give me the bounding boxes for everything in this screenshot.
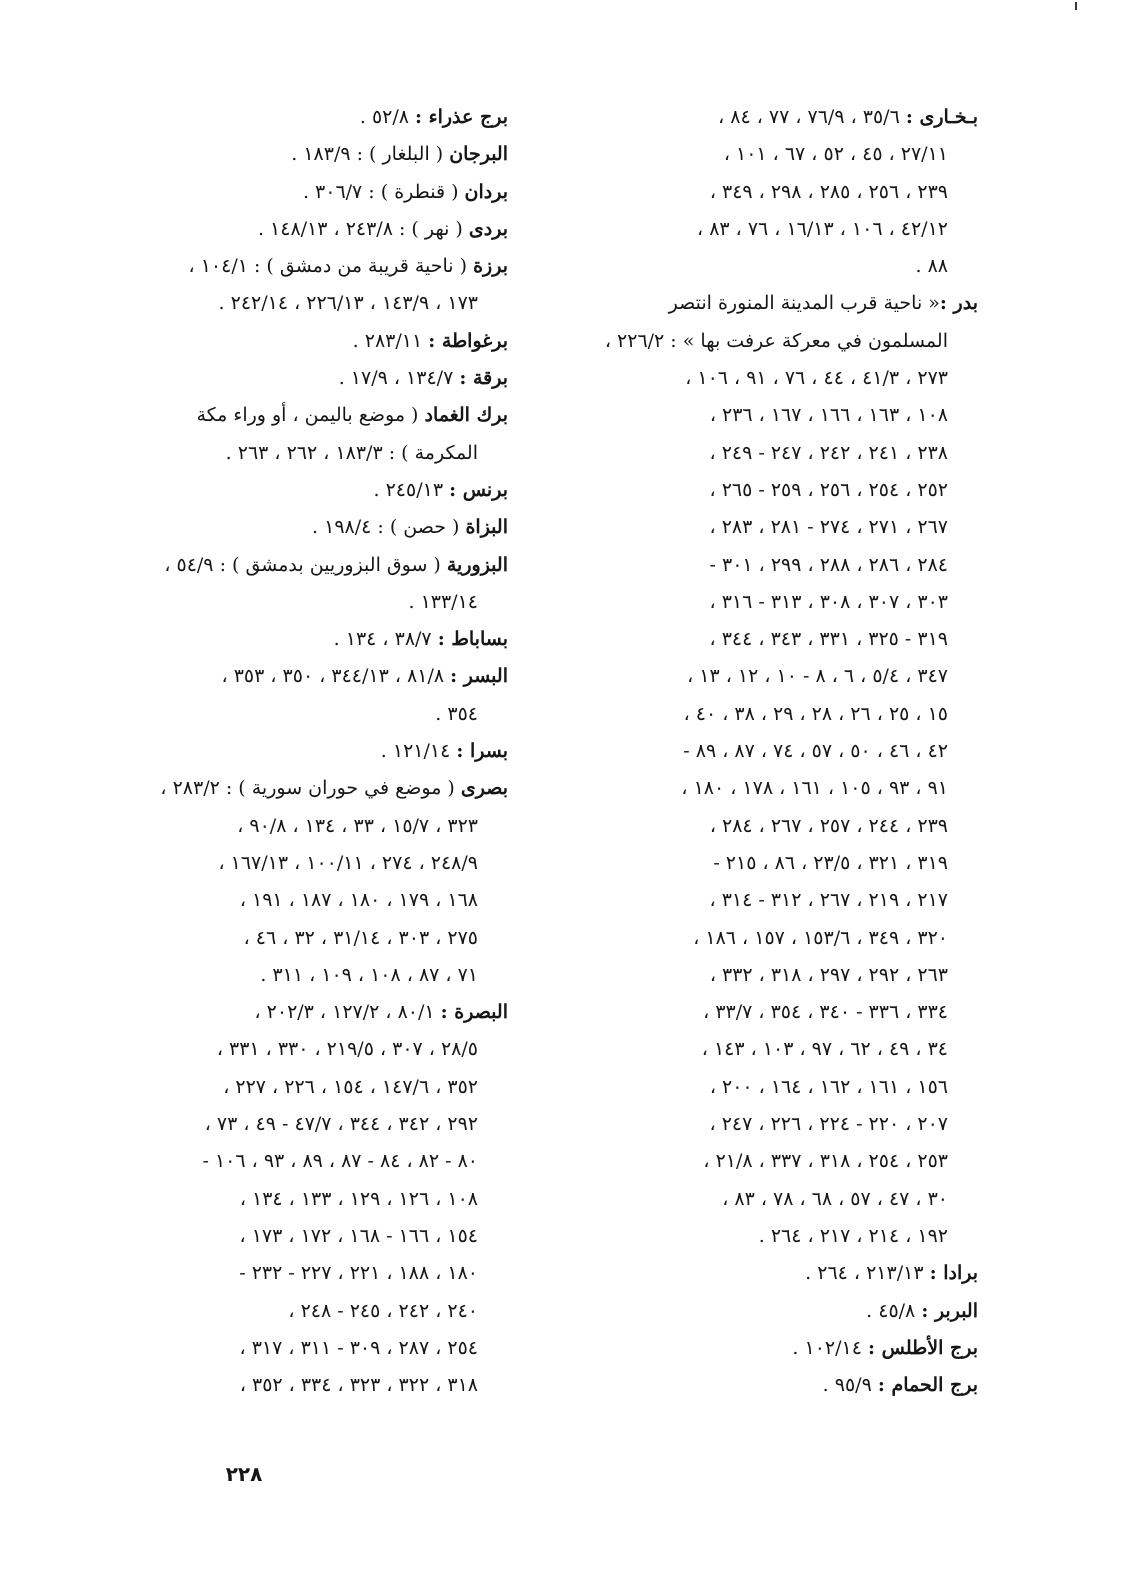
entry-references: ( حصن ) : ١٩٨/٤ .: [312, 516, 466, 539]
entry-references: ٢٥٤ ، ٢٨٧ ، ٣٠٩ - ٣١١ ، ٣١٧ ،: [239, 1336, 478, 1359]
entry-references: ٣٨/٧ ، ١٣٤ .: [333, 628, 438, 651]
entry-heading: البسر :: [450, 665, 508, 688]
entry-references: ٢٨/٥ ، ٣٠٧ ، ٢١٩/٥ ، ٣٣٠ ، ٣٣١ ،: [216, 1038, 478, 1061]
index-line: [98, 509, 508, 546]
entry-references: ٨٨ .: [915, 255, 948, 278]
index-line: [553, 584, 978, 621]
entry-references: ( نهر ) : ٢٤٣/٨ ، ١٤٨/١٣ .: [257, 217, 469, 240]
entry-references: ٤٢ ، ٤٦ ، ٥٠ ، ٥٧ ، ٧٤ ، ٨٧ ، ٨٩ -: [683, 740, 948, 763]
entry-references: ٩٥/٩ .: [822, 1374, 878, 1397]
entry-references: ٢٣٩ ، ٢٥٦ ، ٢٨٥ ، ٢٩٨ ، ٣٤٩ ،: [709, 180, 948, 203]
index-line: [98, 435, 508, 472]
entry-heading: بـخـارى :: [905, 106, 978, 128]
entry-references: ٢٠٧ ، ٢٢٠ - ٢٢٤ ، ٢٢٦ ، ٢٤٧ ،: [709, 1113, 948, 1136]
index-line: [98, 1181, 508, 1218]
entry-references: ٣١٨ ، ٣٢٢ ، ٣٢٣ ، ٣٣٤ ، ٣٥٢ ،: [239, 1374, 478, 1397]
index-line: [553, 99, 978, 136]
entry-heading: البرجان: [449, 143, 508, 166]
index-line: [98, 584, 508, 621]
index-line: [553, 733, 978, 770]
index-line: [553, 547, 978, 584]
entry-heading: البصرة :: [440, 1001, 508, 1024]
index-line: [553, 882, 978, 919]
entry-heading: برادا :: [929, 1262, 978, 1285]
index-line: [98, 136, 508, 173]
index-line: [553, 472, 978, 509]
entry-references: ٣١٩ - ٣٢٥ ، ٣٣١ ، ٣٤٣ ، ٣٤٤ ،: [709, 628, 948, 651]
entry-heading: بساباط :: [437, 628, 508, 651]
entry-heading: بردان: [464, 180, 508, 203]
index-line: [553, 1330, 978, 1367]
entry-references: ٣٠ ، ٤٧ ، ٥٧ ، ٦٨ ، ٧٨ ، ٨٣ ،: [722, 1187, 948, 1210]
entry-heading: برنس :: [449, 478, 508, 501]
entry-references: ١٦٨ ، ١٧٩ ، ١٨٠ ، ١٨٧ ، ١٩١ ،: [239, 889, 478, 912]
index-line: [553, 285, 978, 322]
entry-references: ٤٢/١٢ ، ١٠٦ ، ١٦/١٣ ، ٧٦ ، ٨٣ ،: [697, 217, 948, 240]
index-line: [98, 957, 508, 994]
index-line: [98, 1367, 508, 1404]
entry-heading: بصرى: [460, 777, 508, 800]
entry-references: ٣٥/٦ ، ٧٦/٩ ، ٧٧ ، ٨٤ ،: [718, 106, 906, 128]
entry-heading: البزورية: [446, 553, 508, 576]
index-line: [98, 1069, 508, 1106]
entry-heading: برج الأطلس :: [867, 1336, 978, 1359]
index-line: [553, 248, 978, 285]
entry-references: ٢٤٠ ، ٢٤٢ ، ٢٤٥ - ٢٤٨ ،: [288, 1299, 478, 1322]
index-line: [98, 808, 508, 845]
entry-references: ١٠٨ ، ١٦٣ ، ١٦٦ ، ١٦٧ ، ٢٣٦ ،: [709, 404, 948, 427]
entry-references: ١٨٠ ، ١٨٨ ، ٢٢١ ، ٢٢٧ - ٢٣٢ -: [239, 1262, 478, 1285]
entry-heading: برج الحمام :: [877, 1374, 978, 1397]
entry-references: ( قنطرة ) : ٣٠٦/٧ .: [302, 180, 465, 203]
entry-references: ٢٧٥ ، ٣٠٣ ، ٣١/١٤ ، ٣٢ ، ٤٦ ،: [243, 926, 478, 949]
index-line: [553, 360, 978, 397]
entry-references: ١٥ ، ٢٥ ، ٢٦ ، ٢٨ ، ٢٩ ، ٣٨ ، ٤٠ ،: [683, 702, 948, 725]
index-line: [553, 1367, 978, 1404]
entry-references: ( البلغار ) : ١٨٣/٩ .: [291, 143, 450, 166]
entry-references: ١٢١/١٤ .: [380, 740, 457, 763]
index-line: [553, 1218, 978, 1255]
index-line: [98, 621, 508, 658]
entry-heading: بسرا :: [456, 740, 508, 763]
index-line: [98, 174, 508, 211]
index-line: [98, 360, 508, 397]
index-line: [98, 397, 508, 434]
index-line: [98, 1106, 508, 1143]
index-line: [98, 1330, 508, 1367]
entry-references: ٨٠/١ ، ١٢٧/٢ ، ٢٠٢/٣ ،: [254, 1001, 441, 1024]
index-line: [553, 994, 978, 1031]
entry-references: ( موضع في حوران سورية ) : ٢٨٣/٢ ،: [160, 777, 461, 800]
index-line: [98, 1218, 508, 1255]
index-line: [98, 472, 508, 509]
index-line: [553, 1293, 978, 1330]
index-line: [98, 1293, 508, 1330]
index-line: [98, 658, 508, 695]
entry-references: ٨٠ - ٨٢ ، ٨٤ - ٨٧ ، ٨٩ ، ٩٣ ، ١٠٦ -: [202, 1150, 478, 1173]
entry-references: ٢١٧ ، ٢١٩ ، ٢٦٧ ، ٣١٢ - ٣١٤ ،: [709, 889, 948, 912]
index-line: [98, 248, 508, 285]
index-line: [553, 845, 978, 882]
index-line: [98, 1255, 508, 1292]
right-column: [553, 99, 978, 1404]
entry-references: ٧١ ، ٨٧ ، ١٠٨ ، ١٠٩ ، ٣١١ .: [260, 963, 478, 986]
entry-references: ٢٤٨/٩ ، ٢٧٤ ، ١٠٠/١١ ، ١٦٧/١٣ ،: [218, 851, 478, 874]
entry-heading: البربر :: [921, 1299, 978, 1322]
index-line: [553, 397, 978, 434]
entry-heading: برزة: [473, 255, 508, 278]
entry-references: ١٣٤/٧ ، ١٧/٩ .: [338, 367, 460, 390]
index-line: [98, 1031, 508, 1068]
entry-heading: بردى: [468, 217, 508, 240]
index-line: [98, 920, 508, 957]
index-line: [553, 509, 978, 546]
index-line: [553, 136, 978, 173]
entry-references: ٣٥٤ .: [435, 702, 478, 725]
index-line: [553, 174, 978, 211]
corner-mark: [1075, 2, 1077, 10]
entry-references: ٢٦٧ ، ٢٧١ ، ٢٧٤ - ٢٨١ ، ٢٨٣ ،: [709, 516, 948, 539]
entry-heading: البزاة: [465, 516, 508, 539]
index-line: [553, 920, 978, 957]
index-line: [553, 1255, 978, 1292]
entry-references: ١٠٢/١٤ .: [792, 1336, 868, 1359]
entry-references: ٣٣٤ ، ٣٣٦ - ٣٤٠ ، ٣٥٤ ، ٣٣/٧ ،: [703, 1001, 948, 1024]
entry-references: ١٣٣/١٤ .: [408, 590, 478, 613]
index-line: [553, 658, 978, 695]
entry-references: ٣٤ ، ٤٩ ، ٦٢ ، ٩٧ ، ١٠٣ ، ١٤٣ ،: [701, 1038, 948, 1061]
index-line: [553, 957, 978, 994]
index-line: [553, 808, 978, 845]
index-line: [553, 1106, 978, 1143]
index-line: [553, 621, 978, 658]
entry-references: ٢٨٤ ، ٢٨٦ ، ٢٨٨ ، ٢٩٩ ، ٣٠١ -: [709, 553, 948, 576]
index-line: [98, 994, 508, 1031]
entry-references: المكرمة ) : ١٨٣/٣ ، ٢٦٢ ، ٢٦٣ .: [225, 441, 478, 464]
entry-references: « ناحية قرب المدينة المنورة انتصر: [668, 292, 940, 315]
left-column: [98, 99, 508, 1404]
entry-references: ٢٧٣ ، ٤١/٣ ، ٤٤ ، ٧٦ ، ٩١ ، ١٠٦ ،: [685, 367, 948, 390]
index-line: [98, 733, 508, 770]
entry-heading: برج عذراء :: [415, 106, 508, 128]
entry-references: ٩١ ، ٩٣ ، ١٠٥ ، ١٦١ ، ١٧٨ ، ١٨٠ ،: [681, 777, 948, 800]
entry-references: ٥٢/٨ .: [359, 106, 416, 128]
entry-heading: برقة :: [459, 367, 508, 390]
index-line: [553, 770, 978, 807]
entry-references: ١٠٨ ، ١٢٦ ، ١٢٩ ، ١٣٣ ، ١٣٤ ،: [239, 1187, 478, 1210]
entry-references: ٣٥٢ ، ١٤٧/٦ ، ١٥٤ ، ٢٢٦ ، ٢٢٧ ،: [223, 1075, 478, 1098]
entry-heading: برك الغماد: [424, 404, 508, 427]
entry-references: ٣٢٠ ، ٣٤٩ ، ١٥٣/٦ ، ١٥٧ ، ١٨٦ ،: [693, 926, 948, 949]
index-line: [553, 1181, 978, 1218]
entry-references: ٢١٣/١٣ ، ٢٦٤ .: [805, 1262, 930, 1285]
entry-references: ٢٣٨ ، ٢٤١ ، ٢٤٢ ، ٢٤٧ - ٢٤٩ ،: [709, 441, 948, 464]
entry-references: ٢٥٣ ، ٢٥٤ ، ٣١٨ ، ٣٣٧ ، ٢١/٨ ،: [703, 1150, 948, 1173]
index-line: [98, 285, 508, 322]
entry-references: ٢٧/١١ ، ٤٥ ، ٥٢ ، ٦٧ ، ١٠١ ،: [723, 143, 948, 166]
entry-heading: بدر :: [939, 292, 978, 315]
entry-references: ٢٦٣ ، ٢٩٢ ، ٢٩٧ ، ٣١٨ ، ٣٣٢ ،: [709, 963, 948, 986]
entry-references: ٣٤٧ ، ٥/٤ ، ٦ ، ٨ - ١٠ ، ١٢ ، ١٣ ،: [687, 665, 948, 688]
index-line: [553, 211, 978, 248]
entry-references: ١٧٣ ، ١٤٣/٩ ، ٢٢٦/١٣ ، ٢٤٢/١٤ .: [218, 292, 478, 315]
index-line: [553, 696, 978, 733]
index-line: [98, 211, 508, 248]
entry-references: ١٥٦ ، ١٦١ ، ١٦٢ ، ١٦٤ ، ٢٠٠ ،: [709, 1075, 948, 1098]
index-line: [553, 435, 978, 472]
index-line: [553, 323, 978, 360]
index-line: [98, 845, 508, 882]
entry-heading: برغواطة :: [428, 329, 508, 352]
index-line: [553, 1031, 978, 1068]
entry-references: ٢٨٣/١١ .: [352, 329, 429, 352]
entry-references: ٣٠٣ ، ٣٠٧ ، ٣٠٨ ، ٣١٣ - ٣١٦ ،: [709, 590, 948, 613]
index-line: [98, 696, 508, 733]
entry-references: ( ناحية قريبة من دمشق ) : ١٠٤/١ ،: [188, 255, 474, 278]
entry-references: ٤٥/٨ .: [866, 1299, 922, 1322]
entry-references: ٢٩٢ ، ٣٤٢ ، ٣٤٤ ، ٤٧/٧ - ٤٩ ، ٧٣ ،: [204, 1113, 478, 1136]
entry-references: ١٩٢ ، ٢١٤ ، ٢١٧ ، ٢٦٤ .: [758, 1224, 948, 1247]
entry-references: ( سوق البزوريين بدمشق ) : ٥٤/٩ ،: [164, 553, 447, 576]
index-line: [98, 547, 508, 584]
entry-references: المسلمون في معركة عرفت بها » : ٢٢٦/٢ ،: [604, 329, 948, 352]
page-number: ٢٢٨: [225, 1462, 263, 1486]
index-line: [553, 1143, 978, 1180]
entry-references: ٣٢٣ ، ١٥/٧ ، ٣٣ ، ١٣٤ ، ٩٠/٨ ،: [237, 814, 478, 837]
entry-references: ٣١٩ ، ٣٢١ ، ٢٣/٥ ، ٨٦ ، ٢١٥ -: [713, 851, 948, 874]
index-line: [98, 882, 508, 919]
index-line: [98, 323, 508, 360]
entry-references: ٨١/٨ ، ٣٤٤/١٣ ، ٣٥٠ ، ٣٥٣ ،: [221, 665, 451, 688]
index-line: [98, 1143, 508, 1180]
entry-references: ٢٤٥/١٣ .: [373, 478, 450, 501]
entry-references: ( موضع باليمن ، أو وراء مكة: [196, 404, 425, 427]
entry-references: ٢٥٢ ، ٢٥٤ ، ٢٥٦ ، ٢٥٩ - ٢٦٥ ،: [709, 478, 948, 501]
index-line: [553, 1069, 978, 1106]
entry-references: ٢٣٩ ، ٢٤٤ ، ٢٥٧ ، ٢٦٧ ، ٢٨٤ ،: [709, 814, 948, 837]
index-line: [98, 770, 508, 807]
index-line: [98, 99, 508, 136]
entry-references: ١٥٤ ، ١٦٦ - ١٦٨ ، ١٧٢ ، ١٧٣ ،: [239, 1224, 478, 1247]
